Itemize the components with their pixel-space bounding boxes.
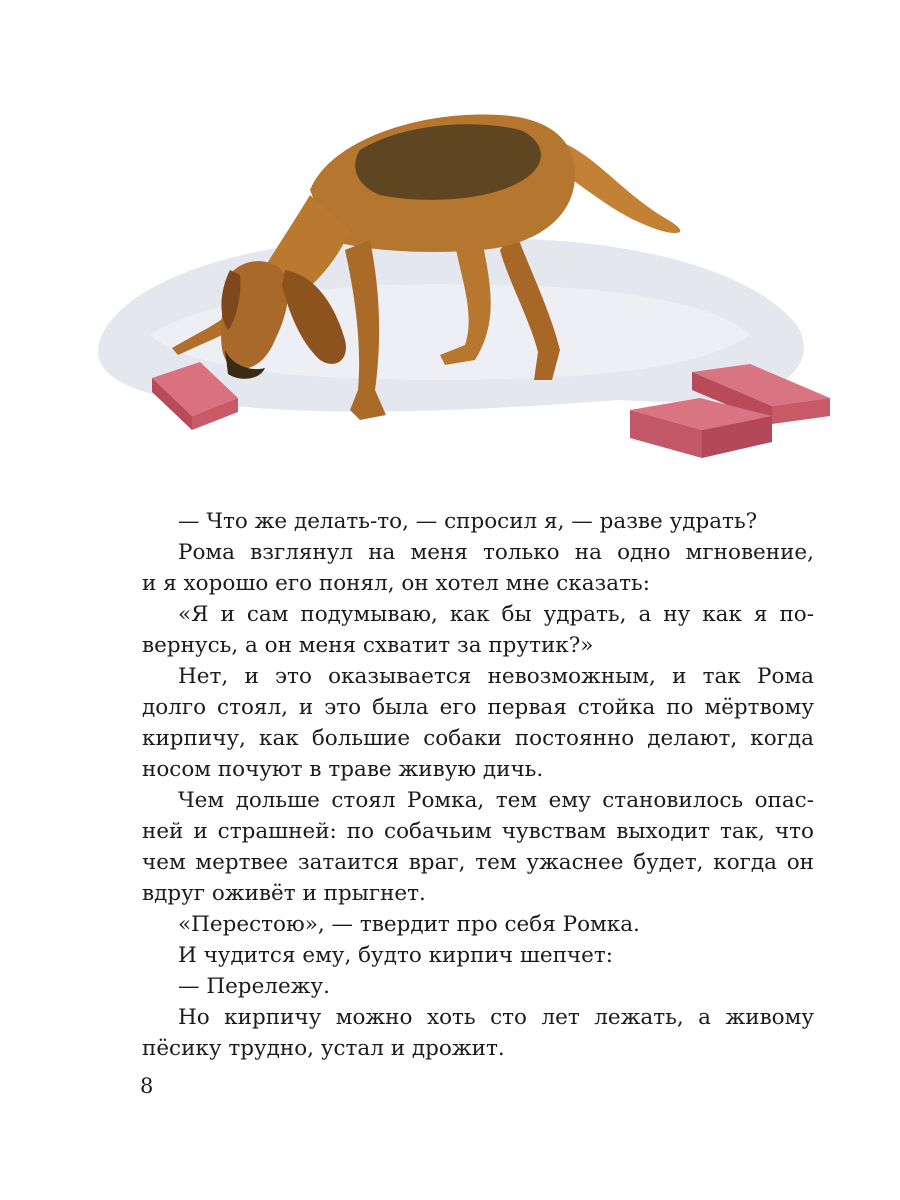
text-line: «Перестою», — твердит про себя Ромка. [178,912,640,937]
text-line: долго стоял, и это была его первая стойка по мёртвому [142,695,814,720]
illustration-dog-and-bricks [60,80,850,480]
text-line: чем мертвее затаится враг, тем ужаснее будет, когда он [142,850,814,875]
text-line: «Я и сам подумываю, как бы удрать, а ну как я по- [178,602,814,627]
text-line: ней и страшней: по собачьим чувствам выходит так, что [142,819,814,844]
text-line: Чем дольше стоял Ромка, тем ему становилось опас- [178,788,814,813]
text-line: Нет, и это оказывается невозможным, и так Рома [178,664,814,689]
text-line: вдруг оживёт и прыгнет. [142,881,426,906]
text-line: и я хорошо его понял, он хотел мне сказать: [142,571,650,596]
text-line: кирпичу, как большие собаки постоянно делают, когда [142,726,814,751]
dog-bricks-drawing [60,80,850,480]
text-line: пёсику трудно, устал и дрожит. [142,1036,505,1061]
text-line: — Перележу. [178,974,330,999]
body-text [142,506,814,1064]
text-line: вернусь, а он меня схватит за прутик?» [142,633,594,658]
text-line: Но кирпичу можно хоть сто лет лежать, а живому [178,1005,814,1030]
page-number: 8 [140,1074,154,1098]
text-line: носом почуют в траве живую дичь. [142,757,544,782]
text-line: Рома взглянул на меня только на одно мгновение, [178,540,814,565]
text-line: И чудится ему, будто кирпич шепчет: [178,943,613,968]
text-line: — Что же делать-то, — спросил я, — разве удрать? [178,509,758,534]
